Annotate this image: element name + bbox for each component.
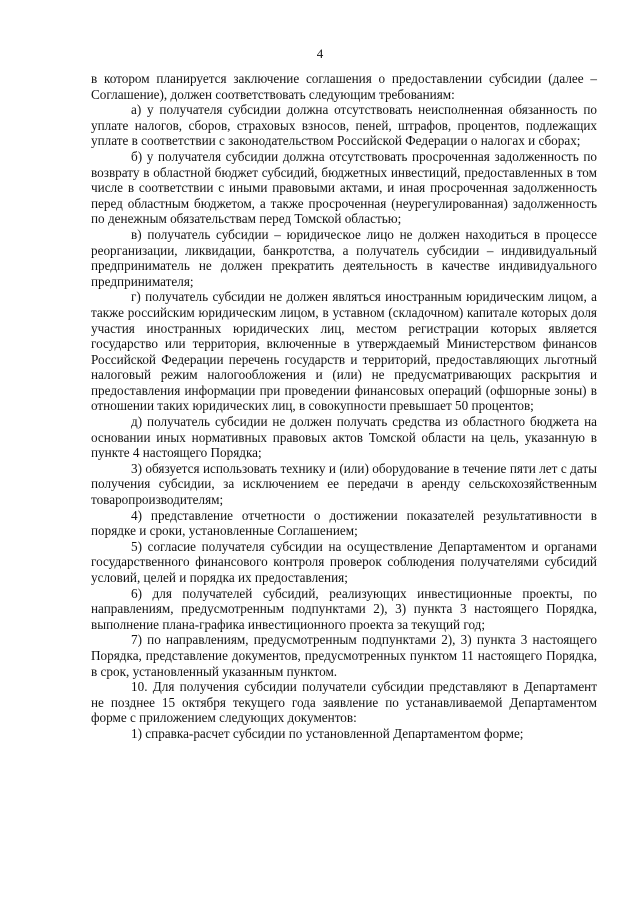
- paragraph-b-debt: б) у получателя субсидии должна отсутствовать просроченная задолженность по возврату в областной бюджет субсидий, бюджетных инвестиций, предоставленных в том числе в соответствии с иными правовыми актами, и иная просроченная задолженность перед областным бюджетом, а также просроченная (неурегулированная) задолженность по денежным обязательствам перед Томской областью;: [91, 148, 597, 227]
- paragraph-6-investment-plan: 6) для получателей субсидий, реализующих инвестиционные проекты, по направлениям, предусмотренным подпунктами 2), 3) пункта 3 настоящего Порядка, выполнение плана-графика инвестиционного проекта за текущий год;: [91, 585, 597, 632]
- document-body: [91, 71, 597, 742]
- paragraph-5-consent-checks: 5) согласие получателя субсидии на осуществление Департаментом и органами государственного финансового контроля проверок соблюдения получателями субсидий условий, целей и порядка их предоставления;: [91, 538, 597, 585]
- paragraph-7-documents: 7) по направлениям, предусмотренным подпунктами 2), 3) пункта 3 настоящего Порядка, представление документов, предусмотренных пунктом 11 настоящего Порядка, в срок, установленный указанным пунктом.: [91, 632, 597, 679]
- paragraph-3-equipment-use: 3) обязуется использовать технику и (или) оборудование в течение пяти лет с даты получения субсидии, за исключением ее передачи в аренду сельскохозяйственным товаропроизводителям;: [91, 460, 597, 508]
- paragraph-a-taxes: а) у получателя субсидии должна отсутствовать неисполненная обязанность по уплате налогов, сборов, страховых взносов, пеней, штрафов, процентов, подлежащих уплате в соответствии с законодательством Российской Федерации о налогах и сборах;: [91, 102, 597, 149]
- paragraph-v-reorganization: в) получатель субсидии – юридическое лицо не должен находиться в процессе реорганизации, ликвидации, банкротства, а получатель субсидии – индивидуальный предприниматель не должен прекратить деятельность в качестве индивидуального предпринимателя;: [91, 226, 597, 289]
- paragraph-4-reporting: 4) представление отчетности о достижении показателей результативности в порядке и сроки, установленные Соглашением;: [91, 507, 597, 539]
- paragraph-intro-continuation: в котором планируется заключение соглашения о предоставлении субсидии (далее – Соглашение), должен соответствовать следующим требованиям:: [91, 71, 597, 102]
- paragraph-d-other-funds: д) получатель субсидии не должен получать средства из областного бюджета на основании иных нормативных правовых актов Томской области на цель, указанную в пункте 4 настоящего Порядка;: [91, 414, 597, 461]
- page-number: 4: [316, 46, 324, 61]
- paragraph-10-application: 10. Для получения субсидии получатели субсидии представляют в Департамент не позднее 15 октября текущего года заявление по устанавливаемой Департаментом форме с приложением следующих документов:: [91, 679, 597, 726]
- paragraph-10-1-calculation: 1) справка-расчет субсидии по установленной Департаментом форме;: [131, 725, 524, 741]
- paragraph-g-foreign-entity: г) получатель субсидии не должен являться иностранным юридическим лицом, а также российским юридическим лицом, в уставном (складочном) капитале которых доля участия иностранных юридических лиц, местом регистрации которых является государство или территория, включенные в утверждаемый Министерством финансов Российской Федерации перечень государств и территорий, предоставляющих льготный налоговый режим налогообложения и (или) не предусматривающих раскрытия и предоставления информации при проведении финансовых операций (офшорные зоны) в отношении таких юридических лиц, в совокупности превышает 50 процентов;: [91, 289, 597, 414]
